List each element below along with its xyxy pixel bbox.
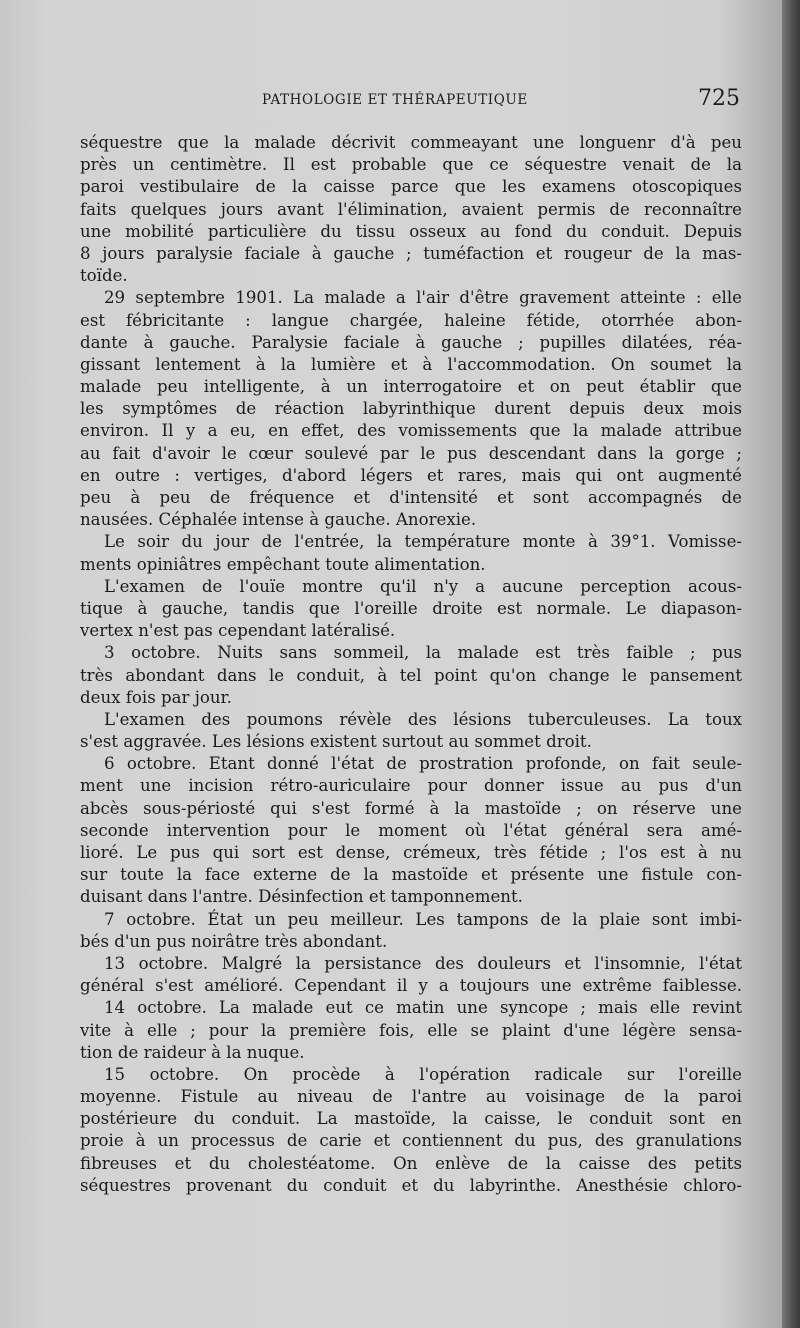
text-line: les symptômes de réaction labyrinthique durent depuis deux mois — [80, 399, 742, 419]
text-line: séquestre que la malade décrivit commeayant une longuenr d'à peu — [80, 133, 742, 152]
text-line: près un centimètre. Il est probable que ce séquestre venait de la — [80, 155, 742, 175]
text-line: 15 octobre. On procède à l'opération radicale sur l'oreille — [104, 1064, 742, 1084]
text-line: sur toute la face externe de la mastoïde et présente une fistule con- — [80, 865, 742, 885]
page-edge-shadow — [782, 0, 800, 1328]
text-line: une mobilité particulière du tissu osseux au fond du conduit. Depuis — [80, 221, 742, 241]
text-line: tique à gauche, tandis que l'oreille droite est normale. Le diapason- — [80, 598, 742, 618]
text-line: vite à elle ; pour la première fois, elle se plaint d'une légère sensa- — [80, 1020, 742, 1040]
text-line: toïde. — [80, 266, 128, 286]
text-line: deux fois par jour. — [80, 687, 232, 707]
running-title: PATHOLOGIE ET THÉRAPEUTIQUE — [262, 92, 528, 108]
text-line: Le soir du jour de l'entrée, la température monte à 39°1. Vomisse- — [104, 532, 742, 552]
text-line: nausées. Céphalée intense à gauche. Anorexie. — [80, 510, 477, 530]
text-line: lioré. Le pus qui sort est dense, crémeux, très fétide ; l'os est à nu — [80, 843, 742, 862]
text-line: au fait d'avoir le cœur soulevé par le pus descendant dans la gorge ; — [80, 443, 742, 463]
text-line: ments opiniâtres empêchant toute alimentation. — [80, 554, 486, 574]
text-line: malade peu intelligente, à un interrogatoire et on peut établir que — [80, 377, 742, 397]
text-line: tion de raideur à la nuque. — [80, 1042, 305, 1062]
text-line: peu à peu de fréquence et d'intensité et sont accompagnés de — [80, 488, 742, 507]
text-line: 29 septembre 1901. La malade a l'air d'être gravement atteinte : elle — [104, 288, 742, 308]
text-line: moyenne. Fistule au niveau de l'antre au voisinage de la paroi — [80, 1087, 742, 1107]
text-line: vertex n'est pas cependant latéralisé. — [80, 621, 396, 641]
text-line: s'est aggravée. Les lésions existent surtout au sommet droit. — [80, 732, 592, 752]
text-line: dante à gauche. Paralysie faciale à gauche ; pupilles dilatées, réa- — [80, 332, 742, 352]
text-line: postérieure du conduit. La mastoïde, la caisse, le conduit sont en — [80, 1109, 742, 1129]
text-line: seconde intervention pour le moment où l'état général sera amé- — [80, 820, 742, 840]
text-line: est fébricitante : langue chargée, haleine fétide, otorrhée abon- — [80, 310, 742, 330]
text-line: paroi vestibulaire de la caisse parce que les examens otoscopiques — [80, 177, 742, 197]
text-line: 8 jours paralysie faciale à gauche ; tuméfaction et rougeur de la mas- — [80, 243, 742, 263]
page-number: 725 — [698, 86, 740, 111]
text-line: très abondant dans le conduit, à tel point qu'on change le pansement — [80, 665, 742, 685]
text-line: bés d'un pus noirâtre très abondant. — [80, 931, 388, 951]
text-line: L'examen des poumons révèle des lésions tuberculeuses. La toux — [104, 709, 742, 729]
text-line: fibreuses et du cholestéatome. On enlève de la caisse des petits — [80, 1153, 742, 1173]
text-line: proie à un processus de carie et contiennent du pus, des granulations — [80, 1131, 742, 1151]
text-line: environ. Il y a eu, en effet, des vomissements que la malade attribue — [80, 421, 742, 441]
text-line: faits quelques jours avant l'élimination, avaient permis de reconnaître — [80, 199, 742, 219]
text-line: abcès sous-périosté qui s'est formé à la mastoïde ; on réserve une — [80, 798, 742, 818]
text-line: 14 octobre. La malade eut ce matin une syncope ; mais elle revint — [104, 998, 742, 1018]
text-line: 13 octobre. Malgré la persistance des douleurs et l'insomnie, l'état — [104, 953, 742, 973]
text-line: 6 octobre. Etant donné l'état de prostration profonde, on fait seule- — [104, 754, 742, 774]
text-line: L'examen de l'ouïe montre qu'il n'y a aucune perception acous- — [104, 576, 742, 596]
text-line: duisant dans l'antre. Désinfection et tamponnement. — [80, 887, 523, 907]
text-line: 7 octobre. État un peu meilleur. Les tampons de la plaie sont imbi- — [104, 909, 742, 929]
body-text — [80, 132, 742, 1197]
page-header — [80, 86, 740, 116]
text-line: ment une incision rétro-auriculaire pour donner issue au pus d'un — [80, 776, 742, 796]
text-line: 3 octobre. Nuits sans sommeil, la malade est très faible ; pus — [104, 643, 742, 663]
text-line: en outre : vertiges, d'abord légers et rares, mais qui ont augmenté — [80, 465, 742, 485]
text-line: général s'est amélioré. Cependant il y a toujours une extrême faiblesse. — [80, 976, 742, 996]
text-line: séquestres provenant du conduit et du labyrinthe. Anesthésie chloro- — [80, 1175, 742, 1195]
text-line: gissant lentement à la lumière et à l'accommodation. On soumet la — [80, 354, 742, 374]
